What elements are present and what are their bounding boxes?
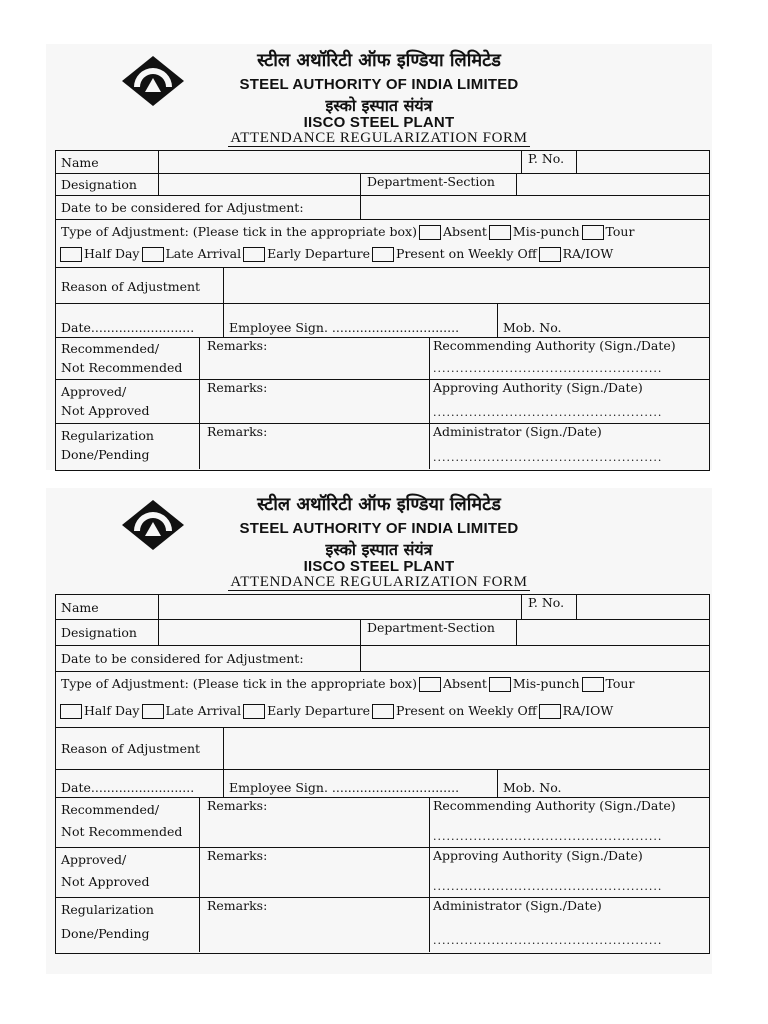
present-weekly-off-checkbox[interactable]	[372, 704, 394, 719]
plant-hindi-name: इस्को इस्पात संयंत्र	[325, 540, 433, 559]
administrator-sign-line: ...................................................	[433, 451, 663, 464]
absent-label: Absent	[443, 223, 487, 239]
not-recommended-label: Not Recommended	[61, 359, 183, 375]
reason-label: Reason of Adjustment	[61, 740, 201, 756]
department-field[interactable]	[516, 174, 709, 195]
tour-checkbox[interactable]	[582, 225, 604, 240]
approval-row	[56, 848, 709, 898]
half-day-label: Half Day	[84, 246, 140, 262]
employee-sign-row	[56, 304, 709, 338]
p-no-label: P. No.	[528, 151, 565, 166]
reason-label: Reason of Adjustment	[61, 278, 201, 294]
name-row	[56, 151, 709, 174]
form-header	[46, 488, 712, 594]
employee-sign-cell[interactable]	[223, 770, 497, 797]
tour-label: Tour	[605, 676, 635, 692]
late-arrival-checkbox[interactable]	[142, 704, 164, 719]
employee-sign-cell[interactable]	[223, 304, 497, 337]
adjustment-date-row	[56, 196, 709, 220]
recommendation-row	[56, 338, 709, 380]
ra-iow-label: RA/IOW	[562, 246, 614, 262]
administrator-cell[interactable]	[429, 898, 709, 952]
recommendation-row	[56, 798, 709, 848]
adjustment-date-field[interactable]	[360, 196, 709, 219]
company-english-name: STEEL AUTHORITY OF INDIA LIMITED	[239, 76, 519, 93]
absent-checkbox[interactable]	[419, 225, 441, 240]
designation-field[interactable]	[158, 174, 360, 195]
date-line[interactable]: Date..........................	[61, 320, 195, 335]
adjustment-type-row	[56, 220, 709, 268]
recommending-authority-label: Recommending Authority (Sign./Date)	[433, 338, 676, 353]
administrator-label: Administrator (Sign./Date)	[433, 424, 602, 439]
adjustment-type-line-1	[61, 224, 634, 240]
p-no-field[interactable]	[576, 151, 709, 173]
reason-row	[56, 728, 709, 770]
mispunch-label: Mis-punch	[512, 676, 580, 692]
mob-no-cell[interactable]	[497, 770, 709, 797]
half-day-checkbox[interactable]	[60, 247, 82, 262]
approved-label: Approved/	[61, 852, 127, 867]
mob-no-cell[interactable]	[497, 304, 709, 337]
recommended-label: Recommended/	[61, 802, 160, 817]
form-grid	[55, 594, 710, 954]
recommending-sign-line: ...................................................	[433, 362, 663, 375]
p-no-label: P. No.	[528, 595, 565, 610]
half-day-checkbox[interactable]	[60, 704, 82, 719]
ra-iow-checkbox[interactable]	[539, 247, 561, 262]
department-field[interactable]	[516, 620, 709, 645]
regularization-row	[56, 424, 709, 469]
recommending-authority-cell[interactable]	[429, 338, 709, 379]
tour-label: Tour	[605, 223, 635, 239]
approving-sign-line: ...................................................	[433, 880, 663, 893]
mob-no-label: Mob. No.	[503, 780, 562, 795]
recommending-authority-label: Recommending Authority (Sign./Date)	[433, 798, 676, 813]
late-arrival-checkbox[interactable]	[142, 247, 164, 262]
designation-row	[56, 174, 709, 196]
designation-field[interactable]	[158, 620, 360, 645]
employee-sign-line: Employee Sign. ................................	[229, 320, 460, 335]
p-no-label-cell	[521, 151, 576, 173]
recommended-label: Recommended/	[61, 341, 160, 357]
regularization-remarks-field[interactable]	[199, 898, 429, 952]
approving-authority-cell[interactable]	[429, 380, 709, 423]
approving-authority-cell[interactable]	[429, 848, 709, 897]
company-hindi-name: स्टील अथॉरिटी ऑफ इण्डिया लिमिटेड	[257, 50, 501, 71]
early-departure-checkbox[interactable]	[243, 247, 265, 262]
employee-sign-line: Employee Sign. ................................	[229, 780, 460, 795]
administrator-cell[interactable]	[429, 424, 709, 469]
absent-label: Absent	[443, 676, 487, 692]
name-label: Name	[61, 154, 99, 170]
not-recommended-label: Not Recommended	[61, 824, 183, 839]
mispunch-checkbox[interactable]	[489, 225, 511, 240]
p-no-field[interactable]	[576, 595, 709, 619]
department-label: Department-Section	[367, 620, 495, 635]
name-row	[56, 595, 709, 620]
date-line[interactable]: Date..........................	[61, 780, 195, 795]
department-label: Department-Section	[367, 174, 495, 189]
adjustment-date-label: Date to be considered for Adjustment:	[61, 200, 304, 215]
employee-sign-row	[56, 770, 709, 798]
tour-checkbox[interactable]	[582, 677, 604, 692]
designation-label: Designation	[61, 177, 137, 192]
form-header	[46, 44, 712, 150]
company-english-name: STEEL AUTHORITY OF INDIA LIMITED	[239, 520, 519, 537]
form-copy-1	[46, 44, 712, 470]
ra-iow-label: RA/IOW	[562, 702, 614, 718]
late-arrival-label: Late Arrival	[165, 702, 242, 718]
mispunch-checkbox[interactable]	[489, 677, 511, 692]
recommending-authority-cell[interactable]	[429, 798, 709, 847]
regularization-row	[56, 898, 709, 952]
form-title: ATTENDANCE REGULARIZATION FORM	[230, 130, 528, 146]
plant-hindi-name: इस्को इस्पात संयंत्र	[325, 96, 433, 115]
adjustment-date-field[interactable]	[360, 646, 709, 671]
regularization-remarks-field[interactable]	[199, 424, 429, 469]
plant-english-name: IISCO STEEL PLANT	[303, 558, 455, 575]
adjustment-type-label: Type of Adjustment: (Please tick in the appropriate box)	[61, 676, 417, 692]
half-day-label: Half Day	[84, 702, 140, 718]
not-approved-label: Not Approved	[61, 874, 150, 889]
adjustment-date-label: Date to be considered for Adjustment:	[61, 651, 304, 666]
form-grid	[55, 150, 710, 471]
present-weekly-off-label: Present on Weekly Off	[396, 702, 537, 718]
department-label-cell	[360, 620, 516, 645]
not-approved-label: Not Approved	[61, 402, 150, 418]
name-field[interactable]	[158, 595, 521, 619]
early-departure-label: Early Departure	[267, 246, 371, 262]
name-field[interactable]	[158, 151, 521, 173]
regularization-label: Regularization	[61, 427, 154, 443]
recommendation-remarks-field[interactable]	[199, 338, 429, 379]
designation-row	[56, 620, 709, 646]
reason-field[interactable]	[223, 728, 709, 769]
approving-authority-label: Approving Authority (Sign./Date)	[433, 848, 643, 863]
form-title: ATTENDANCE REGULARIZATION FORM	[230, 574, 528, 590]
adjustment-type-row	[56, 672, 709, 728]
remarks-label: Remarks:	[207, 798, 268, 813]
absent-checkbox[interactable]	[419, 677, 441, 692]
mob-no-label: Mob. No.	[503, 320, 562, 335]
approving-authority-label: Approving Authority (Sign./Date)	[433, 380, 643, 395]
remarks-label: Remarks:	[207, 338, 268, 353]
done-pending-label: Done/Pending	[61, 926, 150, 942]
early-departure-label: Early Departure	[267, 702, 371, 718]
approval-remarks-field[interactable]	[199, 380, 429, 423]
adjustment-type-line-2	[58, 246, 613, 262]
designation-label: Designation	[61, 625, 137, 640]
plant-english-name: IISCO STEEL PLANT	[303, 114, 455, 131]
recommendation-remarks-field[interactable]	[199, 798, 429, 847]
done-pending-label: Done/Pending	[61, 447, 150, 463]
remarks-label: Remarks:	[207, 424, 268, 439]
department-label-cell	[360, 174, 516, 195]
adjustment-type-line-2	[58, 703, 613, 719]
p-no-label-cell	[521, 595, 576, 619]
recommending-sign-line: ...................................................	[433, 830, 663, 843]
remarks-label: Remarks:	[207, 898, 268, 913]
form-copy-2	[46, 488, 712, 974]
administrator-label: Administrator (Sign./Date)	[433, 898, 602, 913]
approved-label: Approved/	[61, 383, 127, 399]
present-weekly-off-label: Present on Weekly Off	[396, 246, 537, 262]
adjustment-date-row	[56, 646, 709, 672]
adjustment-type-label: Type of Adjustment: (Please tick in the appropriate box)	[61, 223, 417, 239]
reason-field[interactable]	[223, 268, 709, 303]
early-departure-checkbox[interactable]	[243, 704, 265, 719]
approval-remarks-field[interactable]	[199, 848, 429, 897]
late-arrival-label: Late Arrival	[165, 246, 242, 262]
remarks-label: Remarks:	[207, 848, 268, 863]
approval-row	[56, 380, 709, 424]
company-hindi-name: स्टील अथॉरिटी ऑफ इण्डिया लिमिटेड	[257, 494, 501, 515]
ra-iow-checkbox[interactable]	[539, 704, 561, 719]
adjustment-type-line-1	[61, 676, 634, 692]
reason-row	[56, 268, 709, 304]
present-weekly-off-checkbox[interactable]	[372, 247, 394, 262]
remarks-label: Remarks:	[207, 380, 268, 395]
administrator-sign-line: ...................................................	[433, 934, 663, 947]
regularization-label: Regularization	[61, 902, 154, 918]
approving-sign-line: ...................................................	[433, 406, 663, 419]
name-label: Name	[61, 599, 99, 615]
mispunch-label: Mis-punch	[512, 223, 580, 239]
